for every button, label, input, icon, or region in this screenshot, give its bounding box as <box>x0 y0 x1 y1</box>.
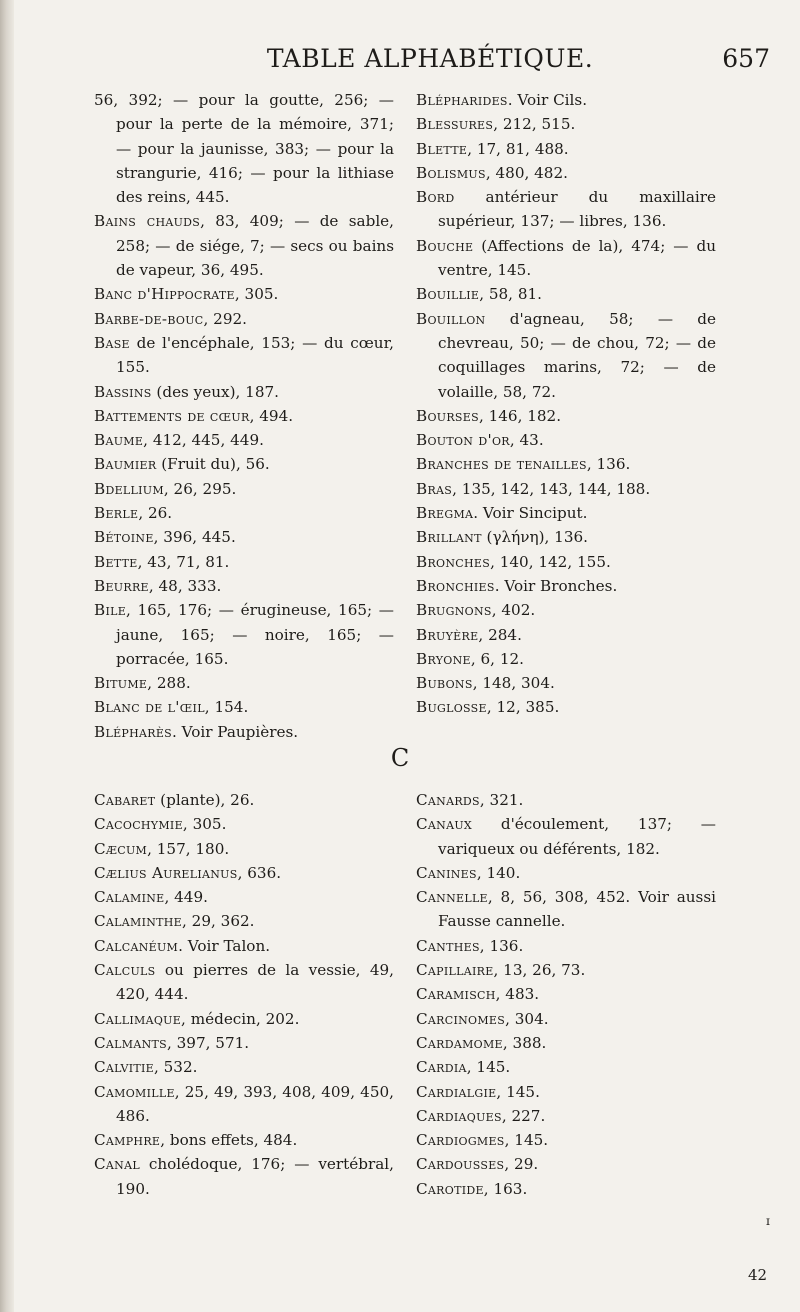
entry-references: , 396, 445. <box>153 528 236 547</box>
entry-references: , 292. <box>203 309 247 328</box>
entry-references: , 227. <box>501 1106 546 1125</box>
entry-heading: Cardialgie <box>416 1082 497 1101</box>
entry-heading: Bouche <box>416 236 474 255</box>
entry-references: , 154. <box>204 698 249 717</box>
index-entry <box>94 671 394 695</box>
index-entry <box>416 788 716 812</box>
entry-references: , 480, 482. <box>485 163 568 182</box>
index-entry <box>94 1080 399 1129</box>
index-entry <box>416 404 716 428</box>
entry-references: , 412, 445, 449. <box>143 431 264 450</box>
entry-heading: Blépharès <box>94 722 172 741</box>
entry-heading: Berle <box>94 504 139 523</box>
entry-heading: Callimaque <box>94 1009 182 1028</box>
entry-references: , 8, 56, 308, 452. Voir aussi Fausse cannelle. <box>438 888 721 931</box>
entry-heading: Baumier <box>94 455 157 474</box>
entry-heading: Bassins <box>94 382 152 401</box>
index-entry <box>416 525 716 549</box>
index-entry <box>416 598 716 622</box>
entry-references: , 449. <box>164 888 208 907</box>
entry-references: , 43, 71, 81. <box>137 552 230 571</box>
entry-heading: Bétoine <box>94 528 154 547</box>
index-entry <box>416 88 716 112</box>
entry-heading: Cardia <box>416 1058 467 1077</box>
entry-heading: Canines <box>416 863 477 882</box>
index-entry <box>416 671 716 695</box>
index-entry <box>416 647 716 671</box>
index-entry <box>94 428 394 452</box>
running-title: TABLE ALPHABÉTIQUE. <box>266 44 594 73</box>
index-entry <box>94 1152 399 1201</box>
index-entry <box>416 307 721 404</box>
entry-references: , 26. <box>138 504 173 523</box>
entry-heading: Buglosse <box>416 698 487 717</box>
entry-heading: Branches de tenailles <box>416 455 587 474</box>
entry-references: . Voir Cils. <box>507 91 588 109</box>
entry-references: , bons effets, 484. <box>160 1131 298 1150</box>
entry-heading: Cælius Aurelianus <box>94 863 238 882</box>
index-entry <box>94 501 394 525</box>
index-entry <box>416 695 716 719</box>
index-entry <box>94 909 394 933</box>
entry-references: d'écoulement, 137; — variqueux ou déférents, 182. <box>438 815 721 858</box>
entry-references: , 58, 81. <box>479 285 542 304</box>
entry-references: , 136. <box>586 455 631 474</box>
index-entry <box>94 380 394 404</box>
index-entry <box>94 958 399 1007</box>
index-entry <box>94 934 394 958</box>
index-entry <box>416 282 716 306</box>
entry-heading: Bras <box>416 479 453 498</box>
page-number: 657 <box>722 44 770 73</box>
entry-heading: Calcanéum <box>94 936 179 955</box>
entry-heading: Canal <box>94 1155 140 1174</box>
page-spine-shadow <box>0 0 14 1312</box>
index-entry <box>416 185 721 234</box>
entry-references: , 140, 142, 155. <box>490 552 611 571</box>
index-entry <box>416 452 716 476</box>
entry-heading: Cæcum <box>94 839 148 858</box>
entry-references: , 321. <box>479 791 524 809</box>
entry-heading: Bouton d'or <box>416 431 510 450</box>
index-entry <box>416 1177 716 1201</box>
entry-references: , 163. <box>483 1179 528 1198</box>
entry-heading: Bouillie <box>416 285 480 304</box>
index-column-top-right <box>416 88 721 720</box>
index-entry <box>416 1031 716 1055</box>
entry-references: , 145. <box>504 1131 549 1150</box>
index-entry <box>94 331 399 380</box>
index-entry <box>416 477 716 501</box>
entry-heading: Calmants <box>94 1033 167 1052</box>
margin-mark: ɪ <box>766 1214 770 1228</box>
index-entry <box>94 477 394 501</box>
entry-references: , 284. <box>478 625 522 644</box>
entry-references: . Voir Sinciput. <box>473 504 588 523</box>
index-entry <box>416 112 716 136</box>
entry-references: , 212, 515. <box>493 115 576 134</box>
index-entry <box>416 885 721 934</box>
entry-references: , 26, 295. <box>163 479 237 498</box>
index-entry <box>94 837 394 861</box>
entry-references: , 145. <box>466 1058 511 1077</box>
entry-heading: Bolismus <box>416 163 486 182</box>
entry-references: , 304. <box>505 1009 549 1028</box>
entry-references: (des yeux), 187. <box>151 382 279 401</box>
entry-heading: Calamine <box>94 888 165 907</box>
index-entry <box>416 1104 716 1128</box>
entry-heading: Bubons <box>416 674 473 693</box>
entry-heading: Bile <box>94 601 127 620</box>
index-entry <box>416 812 721 861</box>
entry-heading: Camphre <box>94 1131 161 1150</box>
entry-heading: Brugnons <box>416 601 492 620</box>
entry-heading: Cannelle <box>416 888 488 907</box>
entry-heading: Cardousses <box>416 1155 505 1174</box>
index-entry <box>94 1128 394 1152</box>
entry-heading: Camomille <box>94 1082 175 1101</box>
entry-references: de l'encéphale, 153; — du cœur, 155. <box>116 333 399 377</box>
index-entry <box>416 137 716 161</box>
index-entry <box>416 934 716 958</box>
entry-heading: Calculs <box>94 961 156 980</box>
index-entry <box>416 958 716 982</box>
index-entry <box>94 452 394 476</box>
section-letter: C <box>390 744 410 772</box>
entry-references: , 48, 333. <box>148 576 222 595</box>
entry-heading: Blette <box>416 139 468 158</box>
entry-references: 56, 392; — pour la goutte, 256; — pour la perte de la mémoire, 371; — pour la jaunisse, 383; — pour la strangurie, 416; — pour la lithiase des reins, 445. <box>94 91 399 207</box>
entry-references: , 532. <box>153 1058 198 1077</box>
index-entry <box>416 234 721 283</box>
entry-references: cholédoque, 176; — vertébral, 190. <box>116 1155 399 1198</box>
entry-references: , 25, 49, 393, 408, 409, 450, 486. <box>116 1082 399 1125</box>
index-entry <box>416 1128 716 1152</box>
entry-references: , 494. <box>249 406 294 425</box>
entry-heading: Bryone <box>416 649 471 668</box>
entry-heading: Cabaret <box>94 791 156 809</box>
index-entry <box>416 574 716 598</box>
page-header <box>90 44 770 76</box>
entry-heading: Cardiaques <box>416 1106 502 1125</box>
entry-references: , 148, 304. <box>472 674 555 693</box>
index-entry <box>94 574 394 598</box>
index-entry <box>94 788 394 812</box>
entry-references: , 146, 182. <box>478 406 562 425</box>
entry-heading: Caramisch <box>416 985 496 1004</box>
entry-heading: Battements de cœur <box>94 406 250 425</box>
entry-references: , médecin, 202. <box>181 1009 300 1028</box>
index-entry <box>94 88 399 209</box>
entry-references: , 145. <box>496 1082 540 1101</box>
index-entry <box>94 861 394 885</box>
entry-references: . Voir Bronches. <box>494 576 618 595</box>
entry-heading: Base <box>94 333 130 352</box>
entry-heading: Beurre <box>94 576 149 595</box>
entry-references: , 305. <box>234 285 279 304</box>
entry-references: , 483. <box>495 985 540 1004</box>
index-entry <box>94 1031 394 1055</box>
index-entry <box>94 598 399 671</box>
entry-heading: Canthes <box>416 936 480 955</box>
entry-heading: Brillant <box>416 528 482 547</box>
entry-heading: Baume <box>94 431 144 450</box>
entry-heading: Blanc de l'œil <box>94 698 205 717</box>
entry-references: , 83, 409; — de sable, 258; — de siége, 7; — secs ou bains de vapeur, 36, 495. <box>116 212 399 280</box>
entry-heading: Canards <box>416 791 480 809</box>
index-entry <box>416 1152 716 1176</box>
entry-heading: Carotide <box>416 1179 484 1198</box>
entry-references: , 13, 26, 73. <box>493 961 586 980</box>
index-entry <box>94 885 394 909</box>
entry-heading: Canaux <box>416 815 473 834</box>
entry-references: , 140. <box>476 863 521 882</box>
entry-references: , 388. <box>502 1033 547 1052</box>
entry-heading: Barbe-de-bouc <box>94 309 204 328</box>
index-entry <box>94 812 394 836</box>
signature-mark: 42 <box>748 1266 768 1284</box>
entry-references: . Voir Paupières. <box>171 722 299 741</box>
entry-references: , 29. <box>504 1155 539 1174</box>
index-entry <box>94 695 394 719</box>
entry-references: , 288. <box>147 674 191 693</box>
entry-heading: Bains chauds <box>94 212 201 231</box>
entry-heading: Cardiogmes <box>416 1131 505 1150</box>
index-entry <box>416 982 716 1006</box>
entry-references: d'agneau, 58; — de chevreau, 50; — de chou, 72; — de coquillages marins, 72; — de volaille, 58, 72. <box>438 309 721 401</box>
entry-heading: Bdellium <box>94 479 164 498</box>
index-entry <box>94 1007 394 1031</box>
index-entry <box>94 404 394 428</box>
index-entry <box>416 1080 716 1104</box>
entry-references: (Affections de la), 474; — du ventre, 145. <box>438 236 721 280</box>
entry-heading: Cacochymie <box>94 815 183 834</box>
entry-references: , 43. <box>509 431 544 450</box>
entry-heading: Banc d'Hippocrate <box>94 285 235 304</box>
index-entry <box>416 623 716 647</box>
entry-references: , 17, 81, 488. <box>467 139 569 158</box>
entry-references: . Voir Talon. <box>178 936 271 955</box>
entry-references: , 305. <box>182 815 227 834</box>
entry-heading: Bronchies <box>416 576 495 595</box>
entry-heading: Bouillon <box>416 309 486 328</box>
entry-heading: Cardamome <box>416 1033 503 1052</box>
index-column-bottom-right <box>416 788 721 1201</box>
entry-references: , 12, 385. <box>486 698 560 717</box>
index-entry <box>94 720 394 744</box>
entry-heading: Carcinomes <box>416 1009 506 1028</box>
index-entry <box>94 550 394 574</box>
index-entry <box>416 861 716 885</box>
index-entry <box>416 501 716 525</box>
entry-references: ou pierres de la vessie, 49, 420, 444. <box>116 961 399 1004</box>
index-entry <box>416 1055 716 1079</box>
entry-references: , 636. <box>237 863 282 882</box>
entry-references: antérieur du maxillaire supérieur, 137; — libres, 136. <box>438 188 721 231</box>
index-column-top-left <box>94 88 399 744</box>
entry-references: (γλήνη), 136. <box>481 528 589 547</box>
index-entry <box>416 1007 716 1031</box>
entry-heading: Bruyère <box>416 625 479 644</box>
entry-heading: Calaminthe <box>94 912 183 931</box>
entry-heading: Bourses <box>416 406 479 425</box>
entry-heading: Bregma <box>416 504 474 523</box>
entry-references: , 136. <box>479 936 524 955</box>
entry-references: , 402. <box>491 601 536 620</box>
entry-heading: Blessures <box>416 115 494 134</box>
index-column-bottom-left <box>94 788 399 1201</box>
entry-heading: Bronches <box>416 552 491 571</box>
index-entry <box>416 428 716 452</box>
index-entry <box>416 161 716 185</box>
entry-references: , 135, 142, 143, 144, 188. <box>452 479 651 498</box>
entry-heading: Blépharides <box>416 91 508 109</box>
entry-heading: Bord <box>416 188 455 207</box>
entry-heading: Bitume <box>94 674 148 693</box>
entry-references: , 157, 180. <box>147 839 230 858</box>
index-entry <box>416 550 716 574</box>
index-entry <box>94 1055 394 1079</box>
entry-references: , 397, 571. <box>166 1033 250 1052</box>
entry-references: (plante), 26. <box>155 791 255 809</box>
entry-heading: Capillaire <box>416 961 494 980</box>
entry-references: (Fruit du), 56. <box>156 455 270 474</box>
entry-references: , 29, 362. <box>182 912 255 931</box>
index-entry <box>94 525 394 549</box>
entry-references: , 165, 176; — érugineuse, 165; — jaune, 165; — noire, 165; — porracée, 165. <box>116 601 399 668</box>
entry-references: , 6, 12. <box>470 649 524 668</box>
index-entry <box>94 282 394 306</box>
index-entry <box>94 209 399 282</box>
entry-heading: Calvitie <box>94 1058 154 1077</box>
index-entry <box>94 307 394 331</box>
entry-heading: Bette <box>94 552 138 571</box>
